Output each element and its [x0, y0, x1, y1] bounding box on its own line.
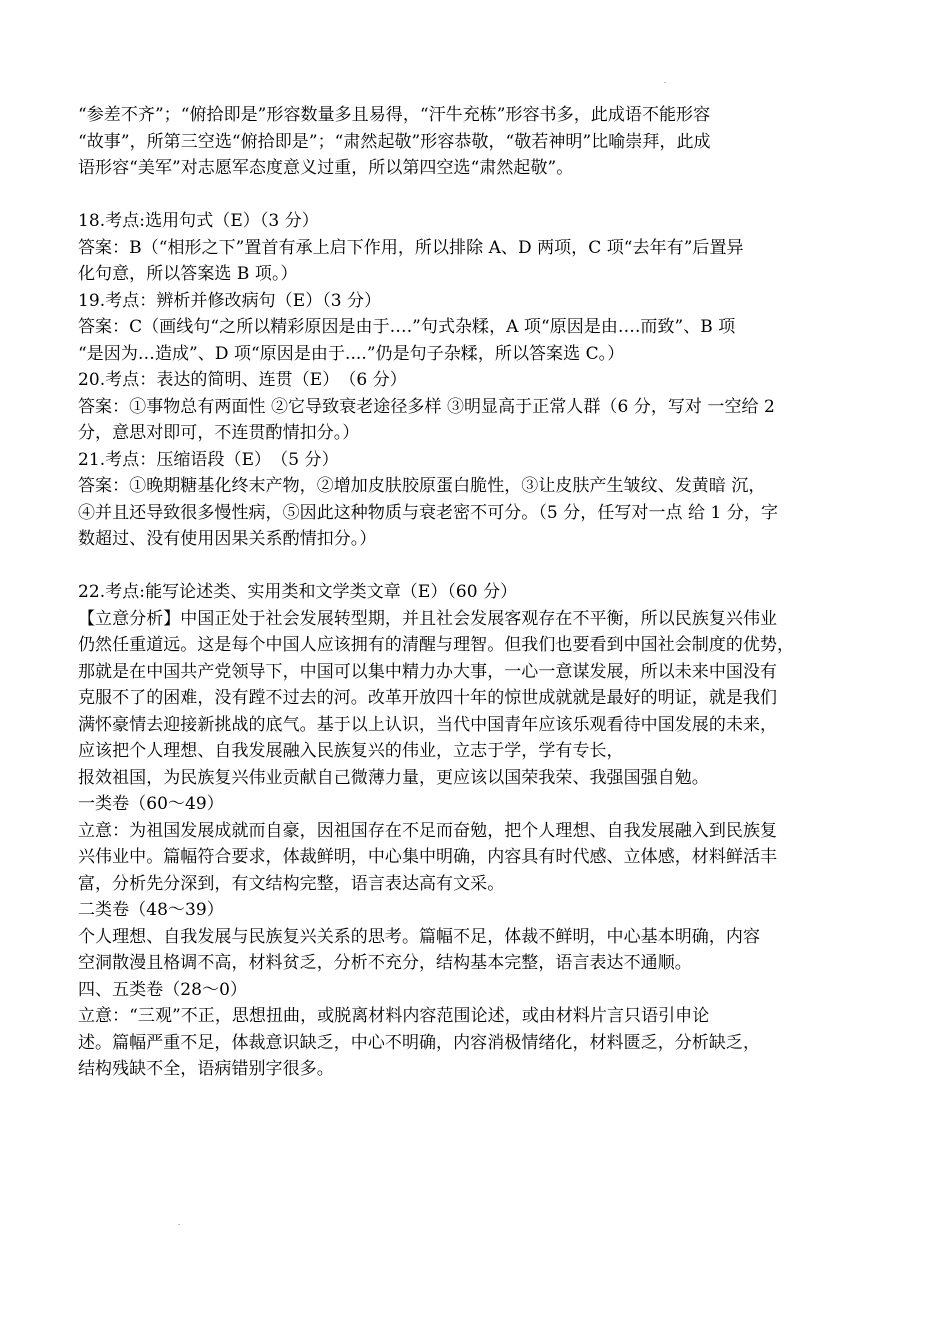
text-line: 个人理想、自我发展与民族复兴关系的思考。篇幅不足，体裁不鲜明，中心基本明确，内容	[78, 926, 760, 947]
text-line: 满怀豪情去迎接新挑战的底气。基于以上认识，当代中国青年应该乐观看待中国发展的未来，	[78, 714, 778, 735]
question-heading-18: 18.考点:选用句式（E）（3 分）	[78, 211, 319, 231]
question-heading-20: 20.考点：表达的简明、连贯（E） （6 分）	[78, 370, 407, 390]
question-heading-21: 21.考点：压缩语段（E） （5 分）	[78, 449, 339, 470]
text-line: 答案：C（画线句“之所以精彩原因是由于….”句式杂糅，A 项“原因是由….而致”、B 项	[78, 317, 736, 337]
document-body	[78, 102, 878, 1083]
scan-speck	[664, 82, 666, 83]
grade-heading-class-2: 二类卷（48～39）	[78, 900, 224, 920]
text-line: 报效祖国，为民族复兴伟业贡献自己微薄力量，更应该以国荣我荣、我强国强自勉。	[78, 767, 709, 788]
text-line: 兴伟业中。篇幅符合要求，体裁鲜明，中心集中明确，内容具有时代感、立体感，材料鲜活丰	[78, 847, 778, 867]
text-line: 语形容“美军”对志愿军态度意义过重，所以第四空选“肃然起敬”。	[78, 158, 574, 178]
text-line: 立意：为祖国发展成就而自豪，因祖国存在不足而奋勉，把个人理想、自我发展融入到民族复	[78, 820, 778, 841]
paragraph-idiom-explanation	[78, 102, 878, 182]
grade-heading-class-4-5: 四、五类卷（28～0）	[78, 979, 247, 1000]
scan-speck	[178, 1224, 180, 1225]
text-line: 立意：“三观”不正，思想扭曲，或脱离材料内容范围论述，或由材料片言只语引申论	[78, 1006, 710, 1026]
paragraph-gap	[78, 553, 878, 580]
text-line: 【立意分析】中国正处于社会发展转型期，并且社会发展客观存在不平衡，所以民族复兴伟业	[78, 608, 778, 629]
text-line: 分，意思对即可，不连贯酌情扣分。）	[78, 423, 360, 443]
text-line: 化句意，所以答案选 B 项。）	[78, 264, 298, 284]
text-line: 答案：B（“相形之下”置首有承上启下作用，所以排除 A、D 两项，C 项“去年有”后置异	[78, 237, 744, 258]
text-line: ④并且还导致很多慢性病，⑤因此这种物质与衰老密不可分。（5 分，任写对一点 给 1 分，字	[78, 502, 778, 523]
text-line: “是因为…造成”、D 项“原因是由于....”仍是句子杂糅，所以答案选 C。）	[78, 343, 625, 364]
paragraph-gap	[78, 182, 878, 209]
text-line: 结构残缺不全，语病错别字很多。	[78, 1059, 334, 1079]
grade-heading-class-1: 一类卷（60～49）	[78, 794, 224, 814]
question-heading-22: 22.考点:能写论述类、实用类和文学类文章（E）（60 分）	[78, 582, 518, 602]
question-heading-19: 19.考点：辨析并修改病句（E）（3 分）	[78, 290, 382, 311]
text-line: “故事”，所第三空选“俯拾即是”；“肃然起敬”形容恭敬，“敬若神明”比喻崇拜，此成	[78, 131, 711, 152]
text-line: 述。篇幅严重不足，体裁意识缺乏，中心不明确，内容消极情绪化，材料匮乏，分析缺乏，	[78, 1032, 760, 1053]
text-line: 答案：①事物总有两面性 ②它导致衰老途径多样 ③明显高于正常人群（6 分，写对 一空给 2	[78, 396, 775, 417]
text-line: 那就是在中国共产党领导下，中国可以集中精力办大事，一心一意谋发展，所以未来中国没有	[78, 661, 778, 682]
paragraph-essay-22	[78, 579, 878, 1083]
paragraph-answers-18-21	[78, 208, 878, 553]
text-line: 答案：①晚期糖基化终末产物，②增加皮肤胶原蛋白脆性，③让皮肤产生皱纹、发黄暗 沉，	[78, 476, 766, 496]
text-line: 仍然任重道远。这是每个中国人应该拥有的清醒与理智。但我们也要看到中国社会制度的优势，	[78, 635, 795, 655]
text-line: 应该把个人理想、自我发展融入民族复兴的伟业，立志于学，学有专长，	[78, 741, 624, 761]
text-line: 克服不了的困难，没有蹚不过去的河。改革开放四十年的惊世成就就是最好的明证，就是我们	[78, 688, 778, 708]
text-line: “参差不齐”；“俯拾即是”形容数量多且易得，“汗牛充栋”形容书多，此成语不能形容	[78, 105, 711, 125]
text-line: 富，分析先分深到，有文结构完整，语言表达高有文采。	[78, 873, 505, 894]
text-line: 数超过、没有使用因果关系酌情扣分。）	[78, 529, 377, 549]
text-line: 空洞散漫且格调不高，材料贫乏，分析不充分，结构基本完整，语言表达不通顺。	[78, 953, 692, 973]
